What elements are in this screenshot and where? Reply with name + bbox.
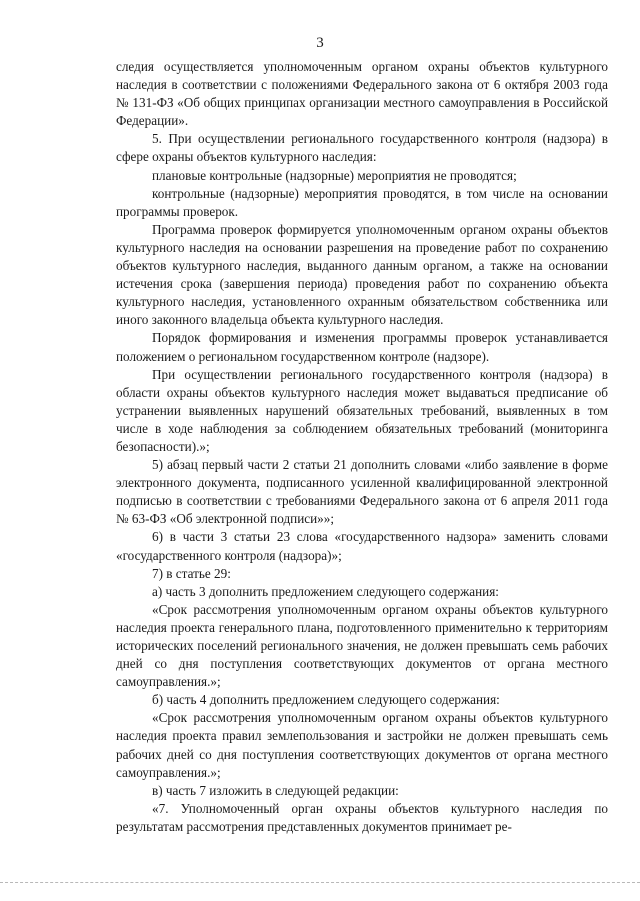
page-number: 3 [316, 35, 324, 51]
paragraph: «Срок рассмотрения уполномоченным органом охраны объектов культурного наследия проекта генерального плана, подготовленного применительно к территориям исторических поселений регионального значения, не должен превышать семь рабочих дней со дня поступления соответствующих документов от органа местного самоуправления.»; [116, 601, 608, 690]
paragraph: плановые контрольные (надзорные) мероприятия не проводятся; [152, 167, 517, 183]
paragraph: Программа проверок формируется уполномоченным органом охраны объектов культурного наследия на основании разрешения на проведение работ по сохранению объектов культурного наследия, выданного данным органом, а также на основании истечения срока (завершения периода) проведения работ по сохранению объекта культурного наследия, установленного охранным обязательством собственника или иного законного владельца объекта культурного наследия. [116, 221, 608, 328]
page-bottom-edge [0, 882, 640, 883]
paragraph: контрольные (надзорные) мероприятия проводятся, в том числе на основании программы проверок. [116, 185, 608, 219]
paragraph: а) часть 3 дополнить предложением следующего содержания: [152, 583, 499, 599]
paragraph: «Срок рассмотрения уполномоченным органом охраны объектов культурного наследия проекта правил землепользования и застройки не должен превышать семь рабочих дней со дня поступления соответствующих документов от органа местного самоуправления.»; [116, 710, 608, 780]
paragraph: 7) в статье 29: [152, 565, 231, 581]
paragraph-continuation: следия осуществляется уполномоченным органом охраны объектов культурного наследия в соответствии с положениями Федерального закона от 6 октября 2003 года № 131-ФЗ «Об общих принципах организации местного самоуправления в Российской Федерации». [116, 59, 608, 129]
document-body [116, 58, 608, 836]
paragraph: 5) абзац первый части 2 статьи 21 дополнить словами «либо заявление в форме электронного документа, подписанного усиленной квалифицированной электронной подписью в соответствии с требованиями Федерального закона от 6 апреля 2011 года № 63-ФЗ «Об электронной подписи»»; [116, 457, 608, 527]
paragraph: в) часть 7 изложить в следующей редакции: [152, 782, 399, 798]
paragraph: При осуществлении регионального государственного контроля (надзора) в области охраны объектов культурного наследия может выдаваться предписание об устранении выявленных нарушений обязательных требований, выявленных в том числе в ходе наблюдения за соблюдением обязательных требований (мониторинга безопасности).»; [116, 366, 608, 454]
paragraph: Порядок формирования и изменения программы проверок устанавливается положением о региональном государственном контроле (надзоре). [116, 330, 608, 364]
paragraph: 5. При осуществлении регионального государственного контроля (надзора) в сфере охраны объектов культурного наследия: [116, 131, 608, 165]
paragraph: б) часть 4 дополнить предложением следующего содержания: [152, 692, 500, 708]
paragraph: «7. Уполномоченный орган охраны объектов культурного наследия по результатам рассмотрения представленных документов принимает ре- [116, 800, 608, 834]
paragraph: 6) в части 3 статьи 23 слова «государственного надзора» заменить словами «государственного контроля (надзора)»; [116, 529, 608, 563]
